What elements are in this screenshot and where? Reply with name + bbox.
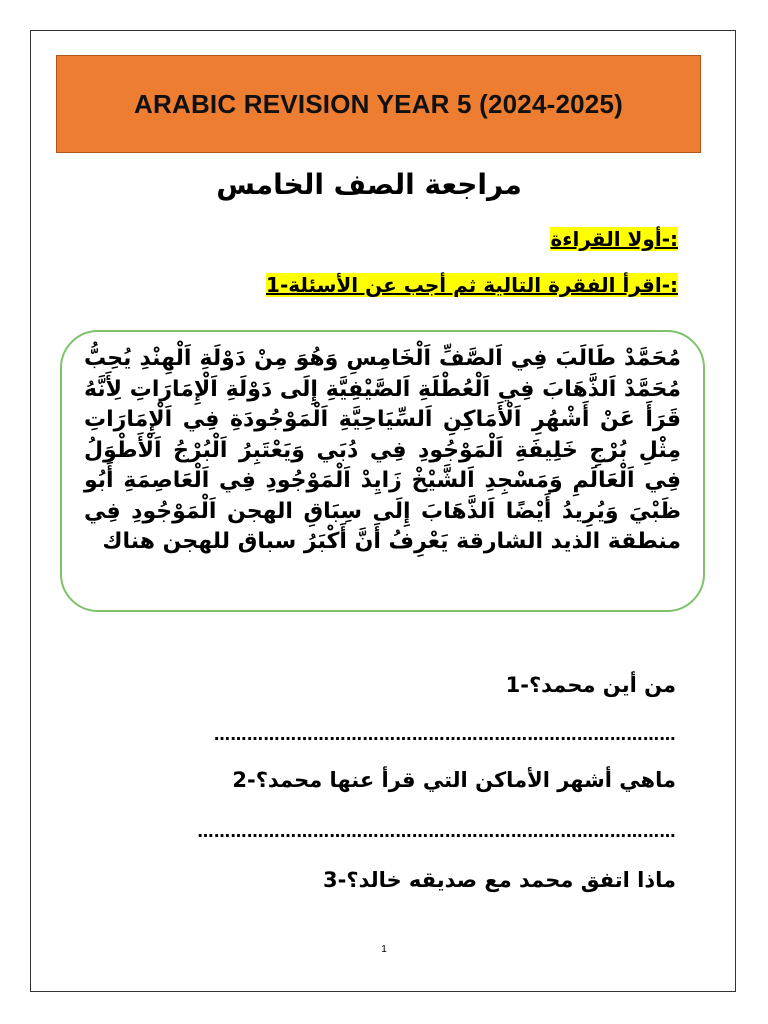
question-1: من أين محمد؟-1 <box>505 673 676 697</box>
question-2: ماهي أشهر الأماكن التي قرأ عنها محمد؟-2 <box>232 768 676 792</box>
passage-box <box>60 330 705 612</box>
reading-passage: مُحَمَّدْ طَالَبَ فِي اَلصَّفِّ اَلْخَامِسِ وَهُوَ مِنْ دَوْلَةِ اَلْهِنْدِ يُحِبُّ مُحَمَّدْ اَلذَّهَابَ فِي اَلْعُطْلَةِ اَلصَّيْفِيَّةِ إِلَى دَوْلَةِ اَلْإِمَارَاتِ لِأَنَّهُ قَرَأَ عَنْ أَشْهُرِ اَلْأَمَاكِنِ اَلسِّيَاحِيَّةِ اَلْمَوْجُودَةِ فِي اَلْإِمَارَاتِ مِثْلِ بُرْجِ خَلِيفَةِ اَلْمَوْجُودِ فِي دُبَي وَيَعْتَبِرُ اَلْبُرْجُ اَلْأَطْوَلُ فِي اَلْعَالَمِ وَمَسْجِدِ اَلشَّيْخْ زَايِدْ اَلْمَوْجُودِ فِي اَلْعَاصِمَةِ أَبُو ظَبْيَ وَيُرِيدُ أَيْضًا اَلذَّهَابَ إِلَى سِبَاقِ الهجن اَلْمَوْجُودِ فِي منطقة الذيد الشارقة يَعْرِفُ أَنَّ أَكْبَرُ سباق للهجن هناك <box>84 346 681 554</box>
title-banner <box>56 55 701 153</box>
section-instruction-label: :-اقرأ الفقرة التالية ثم أجب عن الأسئلة-1 <box>266 273 678 297</box>
section-instruction-heading <box>266 273 678 297</box>
page-number: 1 <box>381 944 387 955</box>
question-3: ماذا اتفق محمد مع صديقه خالد؟-3 <box>323 868 676 892</box>
section-reading-heading <box>550 227 678 251</box>
answer-line-2: …………………………………………………………………………… <box>197 822 676 841</box>
answer-line-1: ………………………………………………………………………… <box>214 725 676 744</box>
subtitle: مراجعة الصف الخامس <box>216 168 522 201</box>
section-reading-label: :-أولا القراءة <box>550 227 678 251</box>
page-title: ARABIC REVISION YEAR 5 (2024-2025) <box>134 88 623 119</box>
